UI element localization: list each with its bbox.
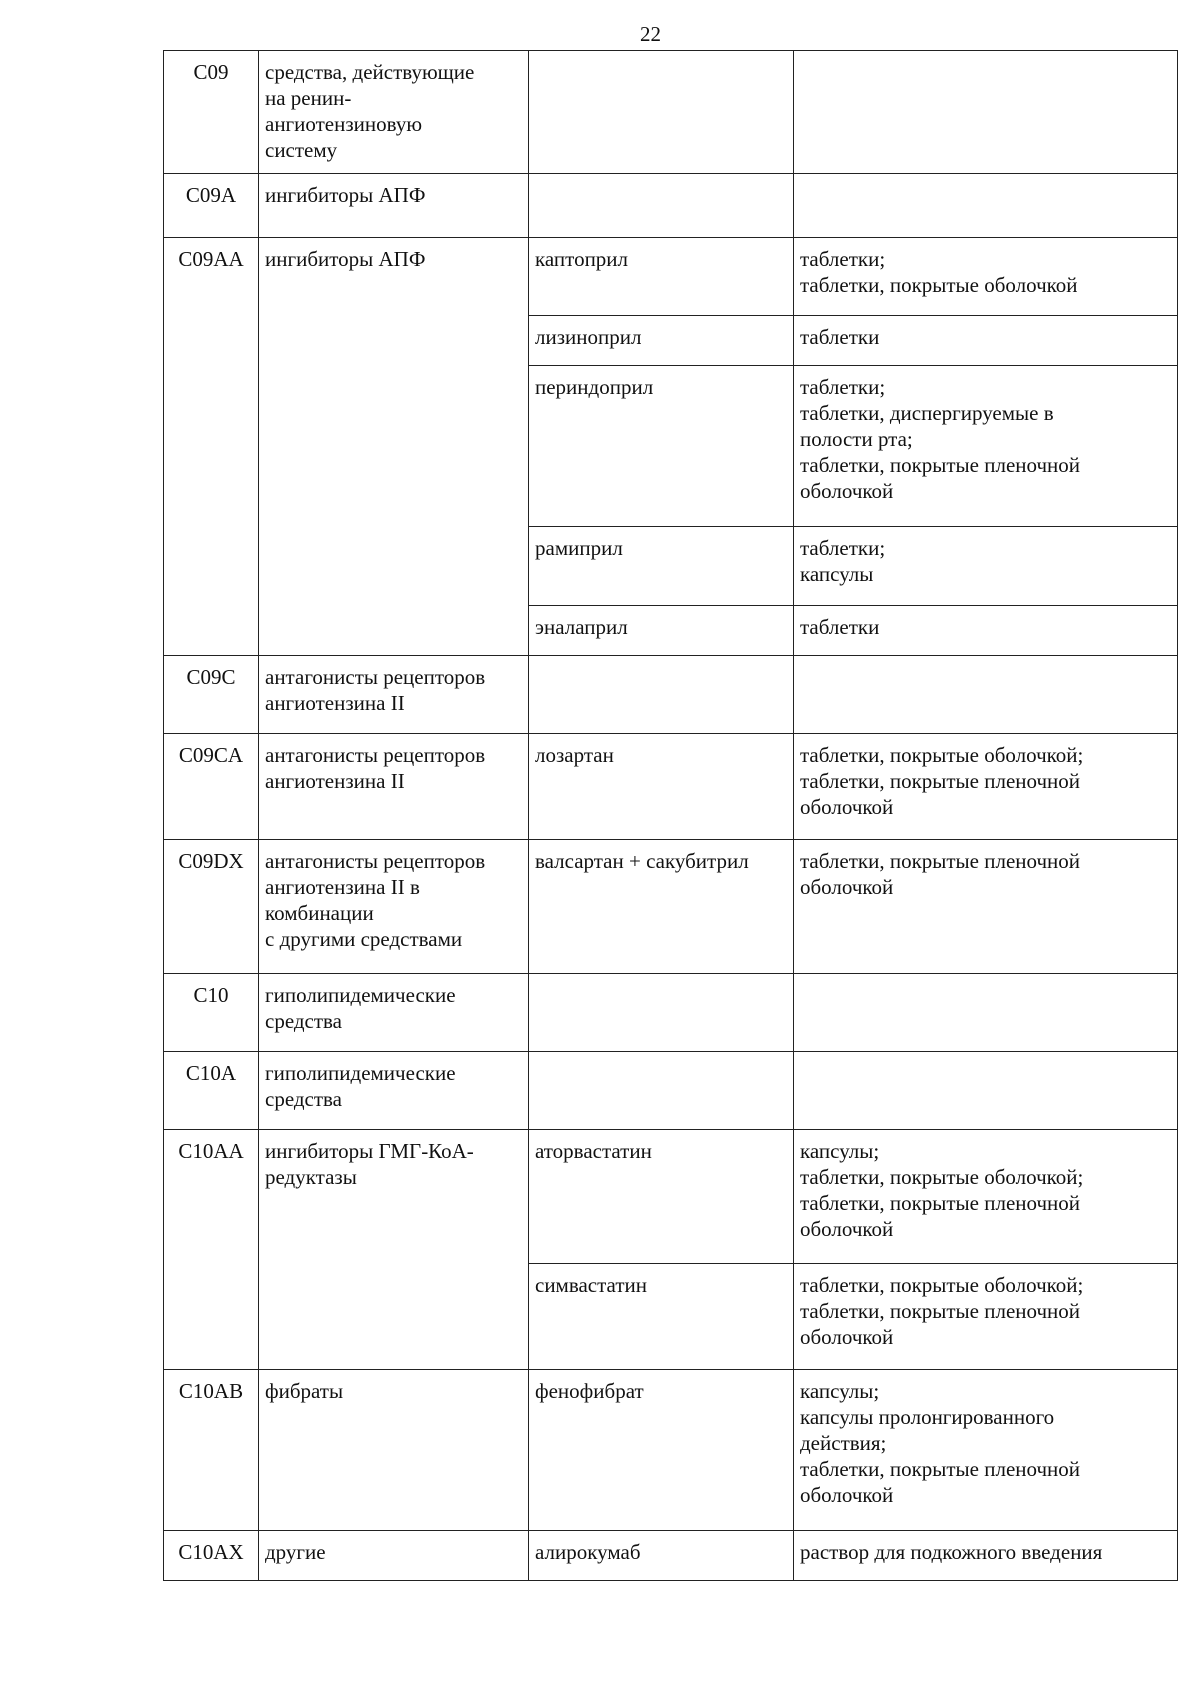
atc-code-cell: C09	[164, 51, 259, 174]
atc-code-cell: C10AX	[164, 1531, 259, 1581]
drug-name-cell	[529, 656, 794, 734]
dosage-form-cell	[794, 174, 1178, 238]
drug-name-cell: рамиприл	[529, 527, 794, 606]
drug-name-cell	[529, 51, 794, 174]
dosage-form-cell	[794, 974, 1178, 1052]
dosage-form-cell: таблетки, покрытые оболочкой; таблетки, покрытые пленочной оболочкой	[794, 734, 1178, 840]
table-row	[164, 1130, 1178, 1264]
drug-name-cell: лозартан	[529, 734, 794, 840]
drug-name-cell: симвастатин	[529, 1264, 794, 1370]
atc-code-cell: C10AB	[164, 1370, 259, 1531]
group-name-cell: ингибиторы АПФ	[259, 174, 529, 238]
dosage-form-cell	[794, 1052, 1178, 1130]
dosage-form-cell: капсулы; капсулы пролонгированного действия; таблетки, покрытые пленочной оболочкой	[794, 1370, 1178, 1531]
drug-name-cell: периндоприл	[529, 366, 794, 527]
atc-code-cell: C10A	[164, 1052, 259, 1130]
drug-name-cell: валсартан + сакубитрил	[529, 840, 794, 974]
group-name-cell: гиполипидемические средства	[259, 1052, 529, 1130]
table-row	[164, 1370, 1178, 1531]
group-name-cell: средства, действующие на ренин- ангиотензиновую систему	[259, 51, 529, 174]
table-row	[164, 1531, 1178, 1581]
dosage-form-cell	[794, 51, 1178, 174]
dosage-form-cell: таблетки	[794, 606, 1178, 656]
dosage-form-cell: таблетки; капсулы	[794, 527, 1178, 606]
drug-name-cell: каптоприл	[529, 238, 794, 316]
table-row	[164, 734, 1178, 840]
group-name-cell: фибраты	[259, 1370, 529, 1531]
drug-name-cell: лизиноприл	[529, 316, 794, 366]
atc-code-cell: C09CA	[164, 734, 259, 840]
group-name-cell: ингибиторы ГМГ-КоА- редуктазы	[259, 1130, 529, 1370]
table-row	[164, 656, 1178, 734]
table-row	[164, 974, 1178, 1052]
table-row	[164, 238, 1178, 316]
dosage-form-cell: раствор для подкожного введения	[794, 1531, 1178, 1581]
group-name-cell: антагонисты рецепторов ангиотензина II	[259, 656, 529, 734]
table-row	[164, 174, 1178, 238]
atc-code-cell: C09A	[164, 174, 259, 238]
atc-code-cell: C09AA	[164, 238, 259, 656]
group-name-cell: ингибиторы АПФ	[259, 238, 529, 656]
atc-code-cell: C09DX	[164, 840, 259, 974]
group-name-cell: гиполипидемические средства	[259, 974, 529, 1052]
drug-name-cell: эналаприл	[529, 606, 794, 656]
drug-name-cell	[529, 974, 794, 1052]
group-name-cell: антагонисты рецепторов ангиотензина II в комбинации с другими средствами	[259, 840, 529, 974]
drug-name-cell	[529, 174, 794, 238]
drug-name-cell: фенофибрат	[529, 1370, 794, 1531]
dosage-form-cell: таблетки, покрытые оболочкой; таблетки, покрытые пленочной оболочкой	[794, 1264, 1178, 1370]
group-name-cell: антагонисты рецепторов ангиотензина II	[259, 734, 529, 840]
page-number: 22	[640, 22, 661, 46]
table-row	[164, 1052, 1178, 1130]
dosage-form-cell: таблетки; таблетки, диспергируемые в полости рта; таблетки, покрытые пленочной оболочкой	[794, 366, 1178, 527]
drug-name-cell	[529, 1052, 794, 1130]
group-name-cell: другие	[259, 1531, 529, 1581]
atc-code-cell: C10	[164, 974, 259, 1052]
drug-table	[163, 50, 1178, 1581]
drug-name-cell: алирокумаб	[529, 1531, 794, 1581]
drug-name-cell: аторвастатин	[529, 1130, 794, 1264]
table-row	[164, 840, 1178, 974]
dosage-form-cell: таблетки, покрытые пленочной оболочкой	[794, 840, 1178, 974]
atc-code-cell: C10AA	[164, 1130, 259, 1370]
table-row	[164, 51, 1178, 174]
dosage-form-cell: таблетки	[794, 316, 1178, 366]
dosage-form-cell	[794, 656, 1178, 734]
dosage-form-cell: таблетки; таблетки, покрытые оболочкой	[794, 238, 1178, 316]
atc-code-cell: C09C	[164, 656, 259, 734]
dosage-form-cell: капсулы; таблетки, покрытые оболочкой; таблетки, покрытые пленочной оболочкой	[794, 1130, 1178, 1264]
